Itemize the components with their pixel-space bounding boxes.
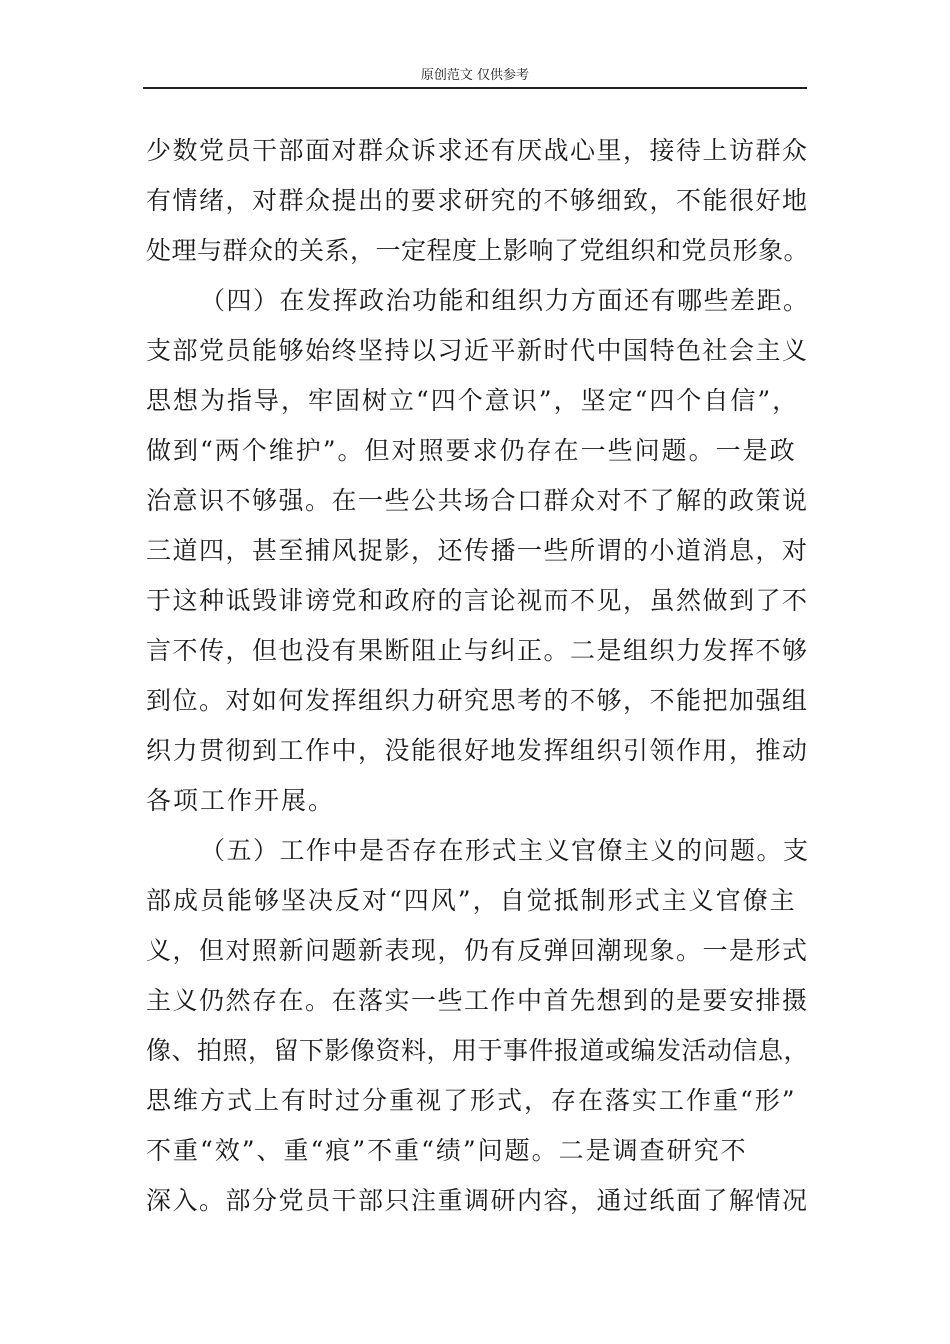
text-line: 深入。部分党员干部只注重调研内容，通过纸面了解情况 <box>146 1186 809 1215</box>
page-header <box>143 60 807 89</box>
text-line: 思维方式上有时过分重视了形式，存在落实工作重“形” <box>146 1086 797 1115</box>
section-heading-4: （四）在发挥政治功能和组织力方面还有哪些差距。 <box>200 286 810 315</box>
text-line: 少数党员干部面对群众诉求还有厌战心里，接待上访群众 <box>146 136 809 165</box>
section-heading-5: （五）工作中是否存在形式主义官僚主义的问题。支 <box>200 836 810 865</box>
text-line: 义，但对照新问题新表现，仍有反弹回潮现象。一是形式 <box>146 936 809 965</box>
text-line: 处理与群众的关系，一定程度上影响了党组织和党员形象。 <box>146 236 810 265</box>
text-line: 像、拍照，留下影像资料，用于事件报道或编发活动信息， <box>146 1036 810 1065</box>
text-line: 不重“效”、重“痕”不重“绩”问题。二是调查研究不 <box>146 1136 748 1165</box>
text-line: 做到“两个维护”。但对照要求仍存在一些问题。一是政 <box>146 436 797 465</box>
document-body <box>146 126 810 1226</box>
header-text: 原创范文 仅供参考 <box>420 68 530 83</box>
text-line: 到位。对如何发挥组织力研究思考的不够，不能把加强组 <box>146 686 809 715</box>
text-line: 言不传，但也没有果断阻止与纠正。二是组织力发挥不够 <box>146 636 809 665</box>
text-line: 各项工作开展。 <box>146 786 336 815</box>
text-line: 治意识不够强。在一些公共场合口群众对不了解的政策说 <box>146 486 809 515</box>
text-line: 支部党员能够始终坚持以习近平新时代中国特色社会主义 <box>146 336 809 365</box>
text-line: 三道四，甚至捕风捉影，还传播一些所谓的小道消息，对 <box>146 536 809 565</box>
text-line: 有情绪，对群众提出的要求研究的不够细致，不能很好地 <box>146 186 809 215</box>
text-line: 于这种诋毁诽谤党和政府的言论视而不见，虽然做到了不 <box>146 586 809 615</box>
text-line: 主义仍然存在。在落实一些工作中首先想到的是要安排摄 <box>146 986 809 1015</box>
text-line: 思想为指导，牢固树立“四个意识”，坚定“四个自信”， <box>146 386 800 415</box>
text-line: 部成员能够坚决反对“四风”，自觉抵制形式主义官僚主 <box>146 886 797 915</box>
text-line: 织力贯彻到工作中，没能很好地发挥组织引领作用，推动 <box>146 736 809 765</box>
